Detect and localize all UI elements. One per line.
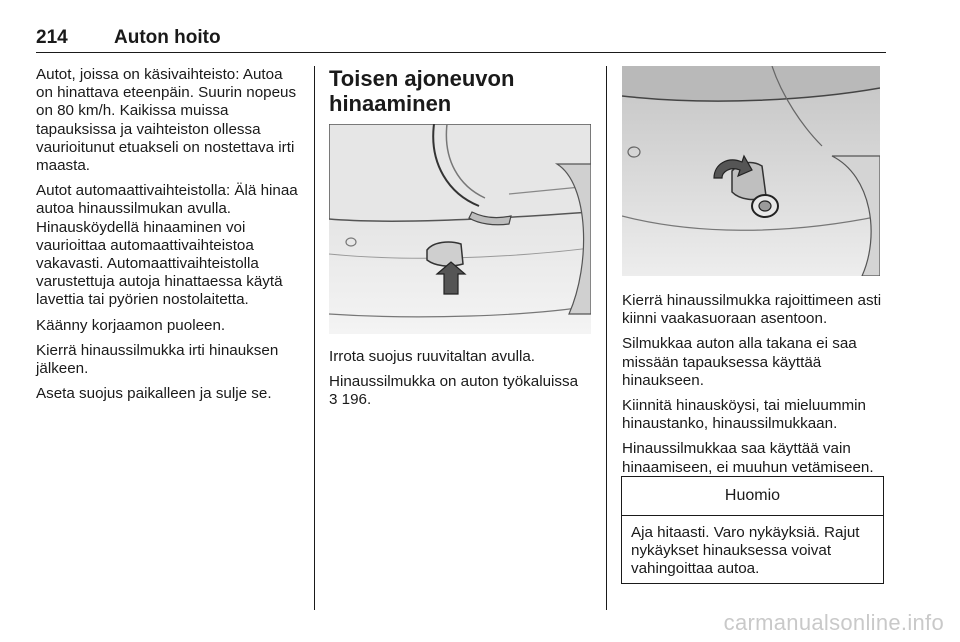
- bumper-cover-illustration: [329, 124, 591, 334]
- middle-column-text: [329, 348, 591, 417]
- towing-eye-illustration: [622, 66, 880, 276]
- middle-column: [329, 66, 591, 129]
- paragraph: Autot automaattivaihteistolla: Älä hinaa autoa hinaussilmukan avulla. Hinausköydellä hinaaminen voi vaurioittaa automaattivaihteistoa vakavasti. Automaattivaihteistolla varustettuja autoja hinattaessa käytä lavettia tai pyörien nostolaitetta.: [36, 182, 298, 309]
- paragraph: Käänny korjaamon puoleen.: [36, 316, 226, 334]
- paragraph: Irrota suojus ruuvitaltan avulla.: [329, 348, 535, 365]
- watermark: carmanualsonline.info: [723, 610, 944, 635]
- column-divider: [606, 66, 607, 610]
- section-heading: Toisen ajoneuvon hinaaminen: [329, 66, 515, 116]
- notice-title: Huomio: [622, 477, 883, 516]
- page-title: Auton hoito: [114, 27, 221, 48]
- paragraph: Hinaussilmukka on auton työkaluissa: [329, 373, 579, 391]
- left-column: [36, 66, 302, 410]
- paragraph: Aseta suojus paikalleen ja sulje se.: [36, 385, 272, 403]
- paragraph: Hinaussilmukkaa saa käyttää vain hinaamiseen, ei muuhun vetämiseen.: [622, 440, 874, 476]
- right-column-text: [622, 292, 886, 484]
- page-number: 214: [36, 27, 68, 48]
- page-reference: 3 196.: [329, 391, 372, 409]
- column-divider: [314, 66, 315, 610]
- paragraph: Kiinnitä hinausköysi, tai mieluummin hinaustanko, hinaussilmukkaan.: [622, 397, 866, 433]
- paragraph: Autot, joissa on käsivaihteisto: Autoa on hinattava eteenpäin. Suurin nopeus on 80 km/h. Kaikissa muissa tapauksissa ja vaihteiston ollessa vaurioitunut etuakseli on nostettava irti maasta.: [36, 66, 297, 175]
- page-header: [36, 26, 886, 53]
- paragraph: Kierrä hinaussilmukka rajoittimeen asti kiinni vaakasuoraan asentoon.: [622, 292, 882, 328]
- notice-text: Aja hitaasti. Varo nykäyksiä. Rajut nykäykset hinauksessa voivat vahingoittaa autoa.: [631, 524, 860, 578]
- notice-box: [621, 476, 884, 584]
- paragraph: Silmukkaa auton alla takana ei saa missään tapauksessa käyttää hinaukseen.: [622, 335, 857, 389]
- paragraph: Kierrä hinaussilmukka irti hinauksen jälkeen.: [36, 341, 279, 378]
